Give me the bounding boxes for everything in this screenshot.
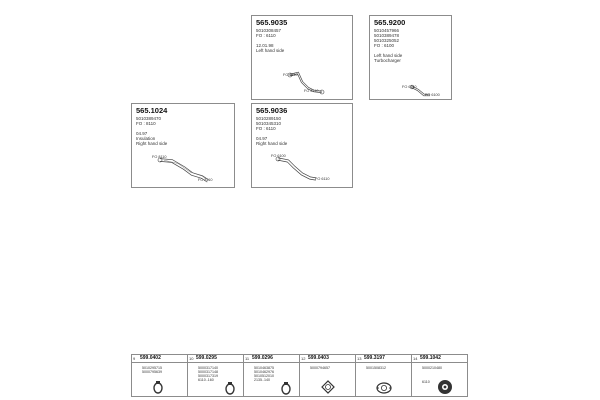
- part-number: 565.1024: [136, 106, 168, 115]
- accessories-strip: [131, 354, 468, 397]
- accessory-cell[interactable]: [355, 354, 411, 397]
- side-note: Right hand side: [136, 141, 168, 146]
- item-index: 12: [301, 356, 306, 361]
- oem-number: 5010345310: [256, 121, 282, 126]
- exhaust-pipe-drawing: [252, 16, 354, 101]
- side-note: Left hand side: [374, 53, 403, 58]
- oem-number: 5001508312: [366, 366, 386, 370]
- part-number: 565.9035: [256, 18, 288, 27]
- end-label: FO 6110: [283, 73, 298, 77]
- item-index: 14: [413, 356, 418, 361]
- end-label: FO 8110: [198, 178, 213, 182]
- part-number: 565.9036: [256, 106, 288, 115]
- item-index: 9: [133, 356, 136, 361]
- oem-number: 5010462976: [254, 370, 274, 374]
- clamp-icon: [148, 380, 168, 394]
- part-number: 599.0403: [308, 355, 329, 361]
- oem-number: 5010463875: [254, 366, 274, 370]
- end-label: FO 8110: [152, 155, 167, 159]
- oem-number: 5010389478: [374, 33, 400, 38]
- oem-number: 5000317148: [198, 370, 218, 374]
- oem-number: 5010295715: [142, 366, 162, 370]
- oem-number: 5010512010: [254, 374, 274, 378]
- end-label: FO 6100: [425, 93, 440, 97]
- oem-number: 5000794657: [310, 366, 330, 370]
- fitment: FO : 6110: [256, 126, 276, 131]
- fitment: 6110: [422, 380, 430, 384]
- part-card-565-1024[interactable]: [131, 103, 235, 188]
- gasket-icon: [375, 381, 393, 395]
- clamp-icon: [222, 381, 238, 395]
- side-note: Left hand side: [256, 48, 285, 53]
- date-from: 04.97: [136, 131, 148, 136]
- item-index: 11: [245, 356, 250, 361]
- fitment: 2135..140: [254, 378, 270, 382]
- oem-number: 5000317319: [198, 374, 218, 378]
- exhaust-pipe-drawing: [132, 104, 236, 189]
- gasket-icon: [320, 379, 336, 395]
- side-note: Right hand side: [256, 141, 288, 146]
- part-number: 565.9200: [374, 18, 406, 27]
- fitment: 6110..160: [198, 378, 214, 382]
- fitment: FO : 6110: [256, 33, 276, 38]
- date-from: 04.97: [256, 136, 268, 141]
- oem-number: 5010308457: [256, 28, 282, 33]
- part-card-565-9036[interactable]: [251, 103, 353, 188]
- part-number: 599.1042: [420, 355, 441, 361]
- accessory-cell[interactable]: [243, 354, 299, 397]
- part-number: 599.3197: [364, 355, 385, 361]
- item-index: 10: [189, 356, 194, 361]
- part-card-565-9035[interactable]: [251, 15, 353, 100]
- accessory-cell[interactable]: [299, 354, 355, 397]
- oem-number: 5010325052: [374, 38, 400, 43]
- end-label: FO 6100: [271, 154, 286, 158]
- date-from: 12.01.98: [256, 43, 274, 48]
- feature-note: Insulation: [136, 136, 156, 141]
- end-label: FO 6110: [315, 177, 330, 181]
- feature-note: Turbocharger: [374, 58, 401, 63]
- part-number: 599.0295: [196, 355, 217, 361]
- oem-number: 5000210480: [422, 366, 442, 370]
- oem-number: 5010289150: [256, 116, 282, 121]
- item-index: 13: [357, 356, 362, 361]
- clamp-icon: [278, 381, 294, 395]
- part-card-565-9200[interactable]: [369, 15, 452, 100]
- end-label: FO 6110: [402, 85, 417, 89]
- accessory-cell[interactable]: [187, 354, 243, 397]
- oem-number: 5010457966: [374, 28, 400, 33]
- fitment: FO : 8110: [136, 121, 156, 126]
- fitment: FO : 6100: [374, 43, 395, 48]
- part-number: 599.0296: [252, 355, 273, 361]
- rubber-mount-icon: [436, 378, 454, 396]
- part-number: 599.0402: [140, 355, 161, 361]
- oem-number: 5010389470: [136, 116, 162, 121]
- accessory-cell[interactable]: [411, 354, 468, 397]
- accessory-cell[interactable]: [131, 354, 187, 397]
- exhaust-pipe-drawing: [252, 104, 354, 189]
- oem-number: 5000795639: [142, 370, 162, 374]
- end-label: FO 6110: [304, 89, 319, 93]
- oem-number: 5000317140: [198, 366, 218, 370]
